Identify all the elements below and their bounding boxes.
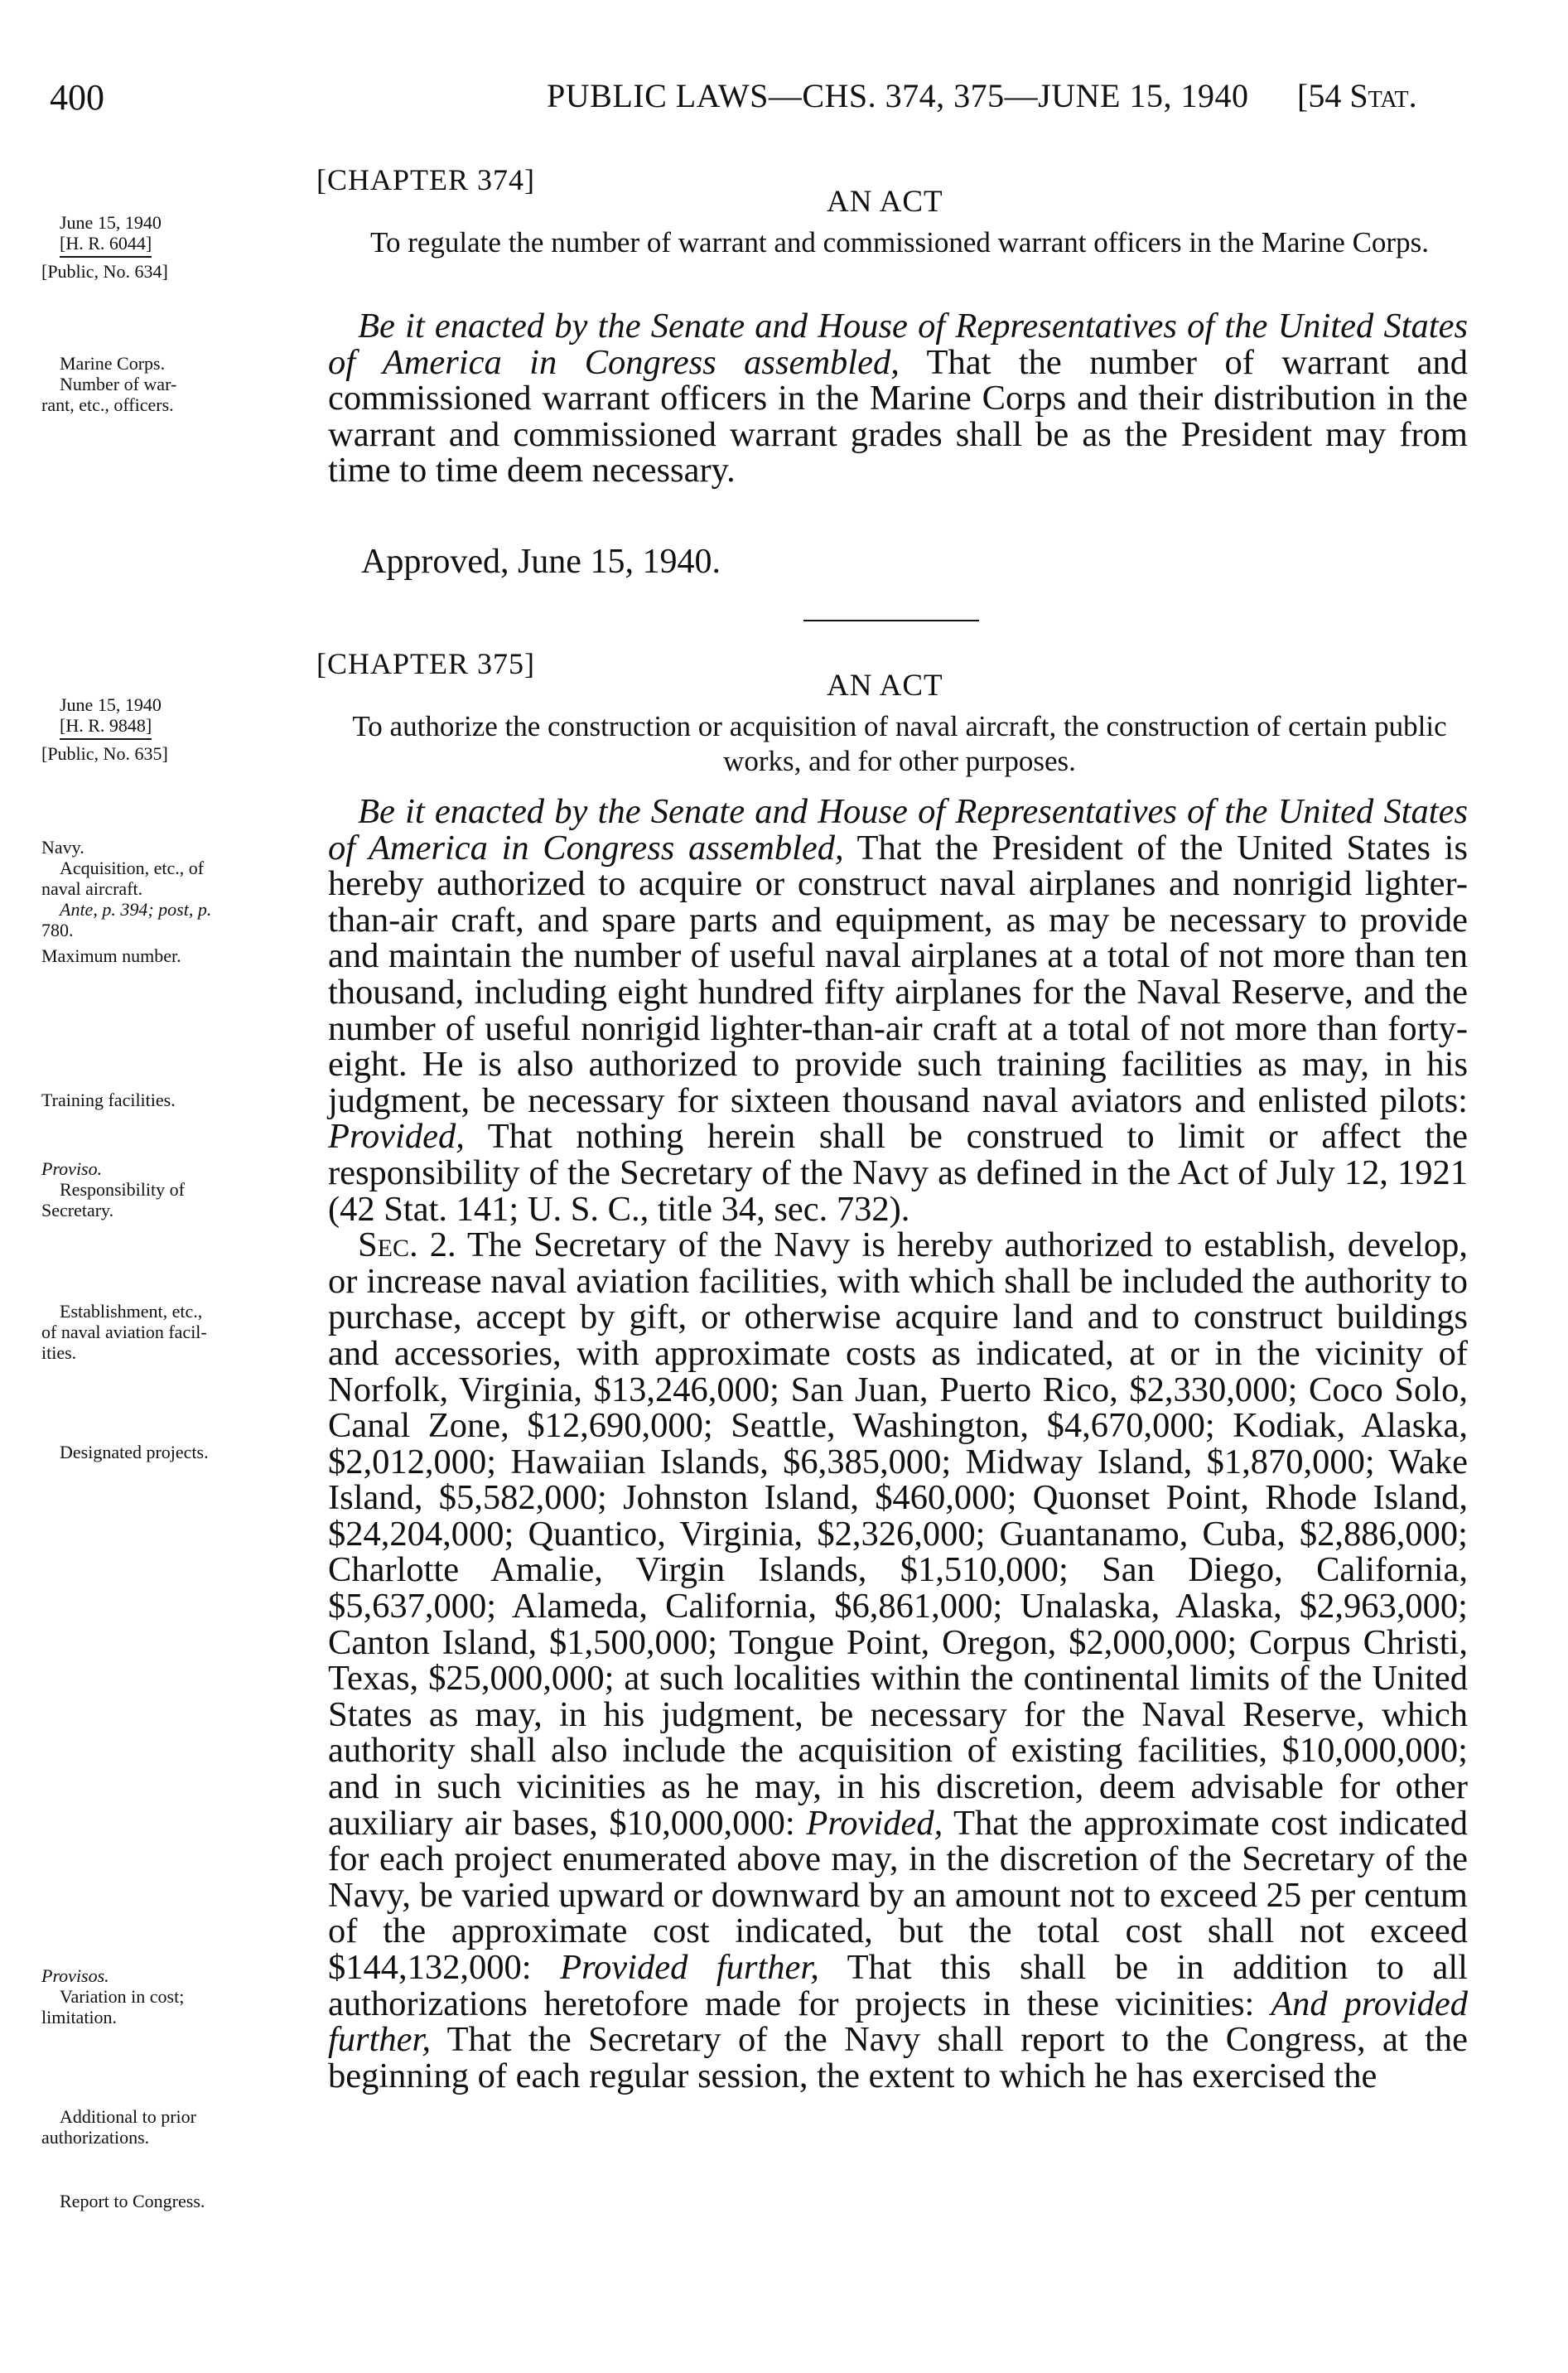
- chapter-375-purpose: To authorize the construction or acquisition of naval aircraft, the construction of certain public works, and for other purposes.: [352, 710, 1447, 777]
- chapter-374-purpose: To regulate the number of warrant and commissioned warrant officers in the Marine Corps.: [370, 226, 1429, 259]
- chapter-375-body: [328, 794, 1468, 2094]
- margin-note-additional: [41, 2106, 323, 2148]
- margin-note-line: Report to Congress.: [60, 2191, 205, 2211]
- side-public-law: [Public, No. 634]: [41, 261, 168, 282]
- margin-note-line: Designated projects.: [60, 1442, 209, 1462]
- proviso-word: And provided further,: [328, 1984, 1468, 2060]
- proviso-word: Provided,: [328, 1117, 465, 1157]
- margin-note-line: of naval aviation facil-: [41, 1322, 207, 1342]
- chapter-375-act-heading: AN ACT: [827, 669, 943, 703]
- margin-note-line: 780.: [41, 920, 74, 940]
- margin-note-line: Marine Corps.: [60, 353, 166, 374]
- proviso-word: Provided,: [806, 1803, 943, 1843]
- margin-note-line: limitation.: [41, 2007, 118, 2027]
- margin-note-line: Navy.: [41, 837, 84, 858]
- margin-note-report: [41, 2191, 323, 2211]
- section-1-text: That the President of the United States is hereby authorized to acquire or construct naval airplanes and nonrigid lighter-than-air craft, and spare parts and equipment, as may be necessary to provide and maintain the number of useful naval airplanes at a total of not more than ten thousand, including eight hundred fifty airplanes for the Naval Reserve, and the number of useful nonrigid lighter-than-air craft at a total of not more than forty-eight. He is also authorized to provide such training facilities as may, in his judgment, be necessary for sixteen thousand naval aviators and enlisted pilots:: [328, 828, 1468, 1120]
- proviso-word: Provided further,: [560, 1948, 819, 1987]
- chapter-374-body: [328, 308, 1468, 489]
- body-text: That the number of warrant and commissioned warrant officers in the Marine Corps and their distribution in the warrant and commissioned warrant grades shall be as the President may from time to time deem necessary.: [328, 342, 1468, 491]
- margin-note-line: Variation in cost;: [60, 1986, 185, 2007]
- chapter-374-act-heading: AN ACT: [827, 185, 943, 219]
- side-public-law: [Public, No. 635]: [41, 743, 168, 764]
- chapter-374-heading: [CHAPTER 374]: [316, 163, 535, 196]
- margin-note-line: Secretary.: [41, 1200, 114, 1220]
- margin-note-proviso: [41, 1158, 323, 1220]
- margin-note-designated: [41, 1442, 323, 1462]
- margin-note-line: Ante, p. 394; post, p.: [60, 899, 212, 920]
- volume-stat: Stat.: [1349, 77, 1417, 114]
- margin-note-line: Proviso.: [41, 1158, 103, 1179]
- enacting-clause: Be it enacted by the Senate and House of Representatives of the United States of America in Congress assembled,: [328, 792, 1468, 868]
- margin-note-line: rant, etc., officers.: [41, 394, 174, 415]
- section-2-text-cont: That the Secretary of the Navy shall report to the Congress, at the beginning of each regular session, the extent to which he has exercised the: [328, 2020, 1468, 2095]
- margin-note-line: Establishment, etc.,: [60, 1301, 203, 1322]
- section-1-text-cont: That nothing herein shall be construed to limit or affect the responsibility of the Secretary of the Navy as defined in the Act of July 12, 1921 (42 Stat. 141; U. S. C., title 34, sec. 732).: [328, 1117, 1468, 1229]
- chapter-374-side-reference: [41, 212, 323, 282]
- margin-note-line: Responsibility of: [60, 1179, 185, 1200]
- margin-note-establishment: [41, 1301, 323, 1363]
- margin-note-line: ities.: [41, 1342, 77, 1363]
- approval-line: Approved, June 15, 1940.: [361, 543, 721, 581]
- margin-note-line: Acquisition, etc., of: [60, 858, 205, 878]
- chapter-374-margin-note: [41, 353, 323, 415]
- margin-note-line: Additional to prior: [60, 2106, 196, 2127]
- margin-note-provisos: [41, 1965, 323, 2027]
- enacting-clause: Be it enacted by the Senate and House of Representatives of the United States of America in Congress assembled,: [328, 307, 1468, 382]
- section-2-text: The Secretary of the Navy is hereby authorized to establish, develop, or increase naval aviation facilities, with which shall be included the authority to purchase, accept by gift, or otherwise acquire land and to construct buildings and accessories, with approximate costs as indicated, at or in the vicinity of Norfolk, Virginia, $13,246,000; San Juan, Puerto Rico, $2,330,000; Coco Solo, Canal Zone, $12,690,000; Seattle, Washington, $4,670,000; Kodiak, Alaska, $2,012,000; Hawaiian Islands, $6,385,000; Midway Island, $1,870,000; Wake Island, $5,582,000; Johnston Island, $460,000; Quonset Point, Rhode Island, $24,204,000; Quantico, Virginia, $2,326,000; Guantanamo, Cuba, $2,886,000; Charlotte Amalie, Virgin Islands, $1,510,000; San Diego, California, $5,637,000; Alameda, California, $6,861,000; Unalaska, Alaska, $2,963,000; Canton Island, $1,500,000; Tongue Point, Oregon, $2,000,000; Corpus Christi, Texas, $25,000,000; at such localities within the continental limits of the United States as may, in his judgment, be necessary for the Naval Reserve, which authority shall also include the acquisition of existing facilities, $10,000,000; and in such vicinities as he may, in his discretion, deem advisable for other auxiliary air bases, $10,000,000:: [328, 1225, 1468, 1843]
- volume-reference: [1297, 76, 1417, 115]
- side-bill-number: [H. R. 9848]: [60, 715, 152, 740]
- separator-rule: [803, 620, 979, 621]
- margin-note-line: authorizations.: [41, 2127, 150, 2148]
- chapter-375-heading: [CHAPTER 375]: [316, 647, 535, 680]
- margin-note-line: Training facilities.: [41, 1090, 176, 1110]
- chapter-375-side-reference: [41, 694, 323, 764]
- side-date: June 15, 1940: [60, 212, 162, 233]
- section-2-text-cont: That the approximate cost indicated for each project enumerated above may, in the discretion of the Secretary of the Navy, be varied upward or downward by an amount not to exceed 25 per centum of the approximate cost indicated, but the total cost shall not exceed $144,132,000:: [328, 1803, 1468, 1987]
- side-date: June 15, 1940: [60, 694, 162, 715]
- section-2-text-cont: That this shall be in addition to all authorizations heretofore made for projects in these vicinities:: [328, 1948, 1468, 2023]
- side-bill-number: [H. R. 6044]: [60, 233, 152, 258]
- volume-number: [54: [1297, 77, 1350, 114]
- section-2-label: Sec. 2.: [358, 1225, 456, 1265]
- margin-note-training: [41, 1090, 323, 1110]
- page-number: 400: [50, 77, 104, 118]
- margin-note-line: Number of war-: [60, 374, 177, 394]
- margin-note-line: naval aircraft.: [41, 878, 143, 899]
- margin-note-line: Maximum number.: [41, 945, 181, 966]
- running-title: PUBLIC LAWS—CHS. 374, 375—JUNE 15, 1940: [547, 77, 1249, 114]
- margin-note-line: Provisos.: [41, 1965, 109, 1986]
- margin-note-navy: [41, 837, 323, 966]
